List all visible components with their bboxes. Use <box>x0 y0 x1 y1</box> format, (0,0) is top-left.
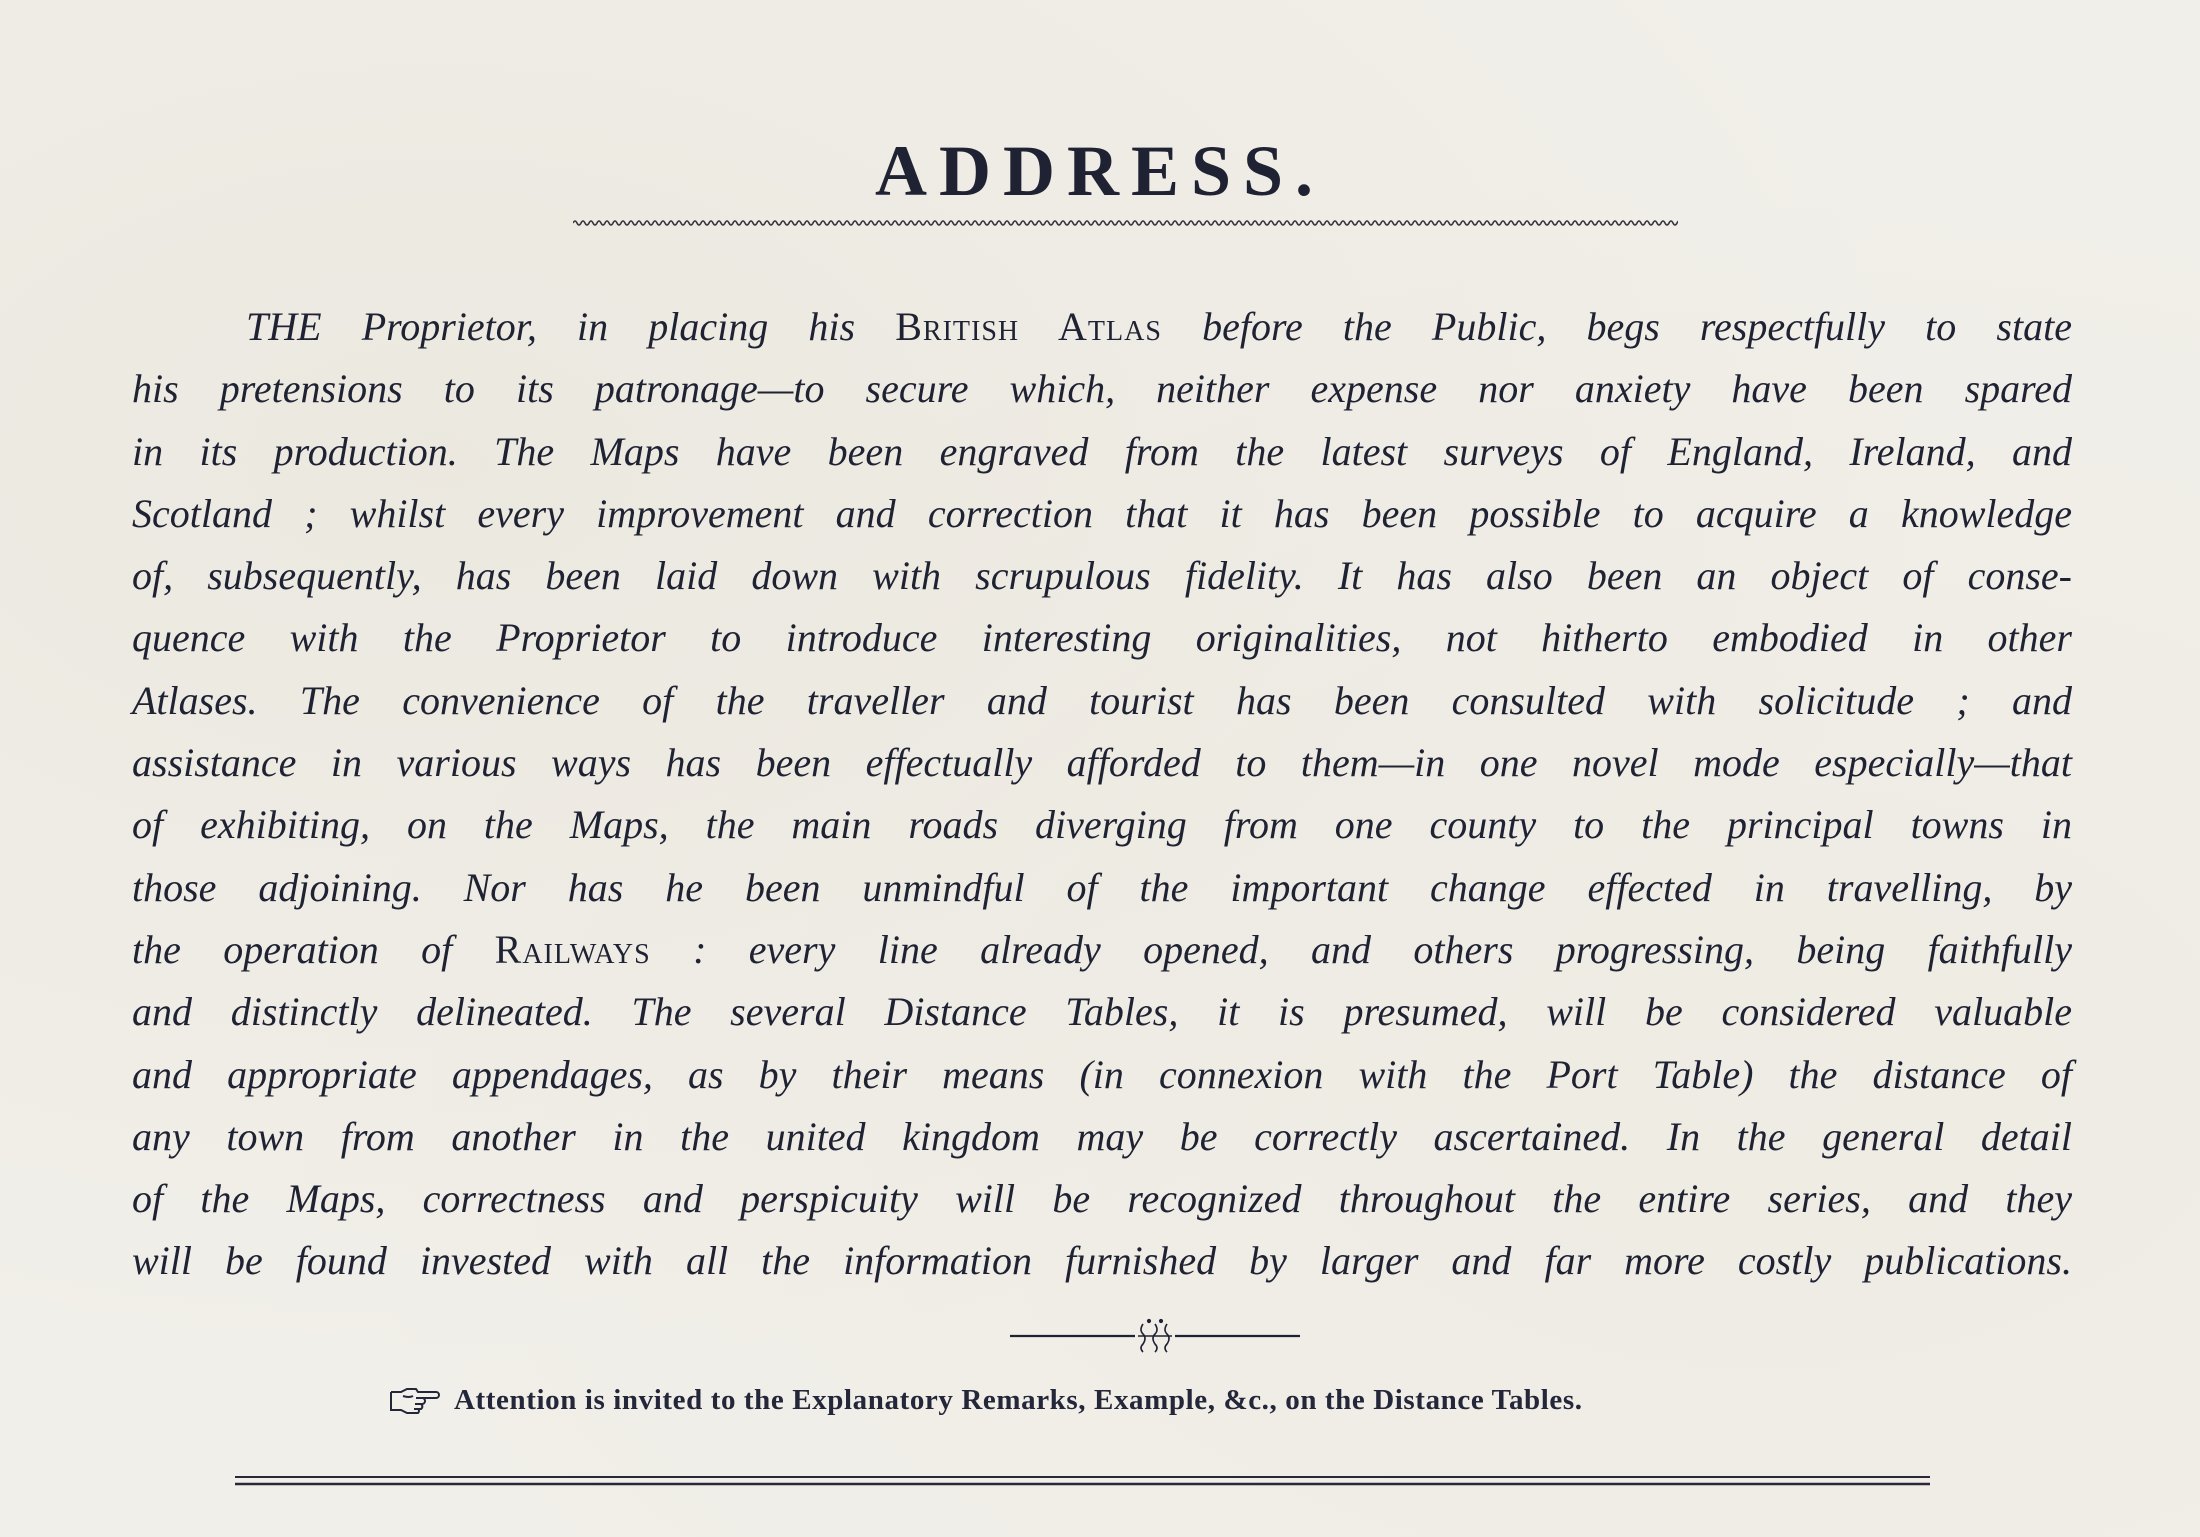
wavy-divider <box>573 218 1678 228</box>
italic-text: quence with the Proprietor to introduce interesting originalities, not hitherto embodied in other <box>132 615 2072 661</box>
attention-note <box>388 1384 1808 1417</box>
paragraph-line <box>132 421 2072 483</box>
attention-text: Attention is invited to the Explanatory Remarks, Example, &c., on the Distance Tables. <box>454 1384 1583 1416</box>
paragraph-line <box>132 1044 2072 1106</box>
paragraph-line <box>132 794 2072 856</box>
italic-text: any town from another in the united kingdom may be correctly ascertained. In the general detail <box>132 1113 2072 1159</box>
paragraph-line <box>132 1168 2072 1230</box>
paragraph-line <box>132 358 2072 420</box>
paragraph-line <box>132 483 2072 545</box>
italic-text: : every line already opened, and others progressing, being faithfully <box>650 926 2072 972</box>
paragraph-line <box>132 919 2072 981</box>
address-paragraph <box>132 296 2072 1293</box>
paragraph-line <box>132 670 2072 732</box>
paragraph-line <box>132 545 2072 607</box>
italic-text: those adjoining. Nor has he been unmindful of the important change effected in travelling, by <box>132 864 2072 910</box>
italic-text: in its production. The Maps have been engraved from the latest surveys of England, Ireland, and <box>132 428 2072 474</box>
small-caps-text: Railways <box>494 926 651 972</box>
italic-text: Atlases. The convenience of the traveller and tourist has been consulted with solicitude ; and <box>132 677 2072 723</box>
italic-text: of the Maps, correctness and perspicuity will be recognized throughout the entire series, and they <box>132 1176 2072 1222</box>
fleuron-ornament <box>1010 1318 1300 1358</box>
italic-text: assistance in various ways has been effectually afforded to them—in one novel mode especially—that <box>132 740 2072 786</box>
double-rule-divider <box>235 1475 1930 1487</box>
italic-text: will be found invested with all the information furnished by larger and far more costly publications. <box>132 1238 2072 1284</box>
italic-text: of exhibiting, on the Maps, the main roads diverging from one county to the principal towns in <box>132 802 2072 848</box>
paragraph-line <box>132 857 2072 919</box>
paragraph-line <box>132 296 2072 358</box>
paragraph-line <box>132 981 2072 1043</box>
paragraph-line <box>132 732 2072 794</box>
italic-text: the operation of <box>132 926 495 972</box>
italic-text: before the Public, begs respectfully to state <box>1161 304 2072 349</box>
paragraph-line <box>132 607 2072 669</box>
italic-text: THE Proprietor, in placing his <box>246 304 896 349</box>
small-caps-text: British Atlas <box>895 304 1162 349</box>
page-title: ADDRESS. <box>874 131 1326 212</box>
italic-text: and distinctly delineated. The several Distance Tables, it is presumed, will be considered valuable <box>132 989 2072 1035</box>
italic-text: of, subsequently, has been laid down with scrupulous fidelity. It has also been an object of conse- <box>132 553 2072 599</box>
italic-text: his pretensions to its patronage—to secure which, neither expense nor anxiety have been spared <box>132 366 2072 412</box>
paragraph-line <box>132 1230 2072 1292</box>
paragraph-line <box>132 1106 2072 1168</box>
pointing-hand-icon <box>388 1386 440 1416</box>
italic-text: and appropriate appendages, as by their means (in connexion with the Port Table) the distance of <box>132 1051 2072 1097</box>
italic-text: Scotland ; whilst every improvement and correction that it has been possible to acquire a knowledge <box>132 490 2072 536</box>
